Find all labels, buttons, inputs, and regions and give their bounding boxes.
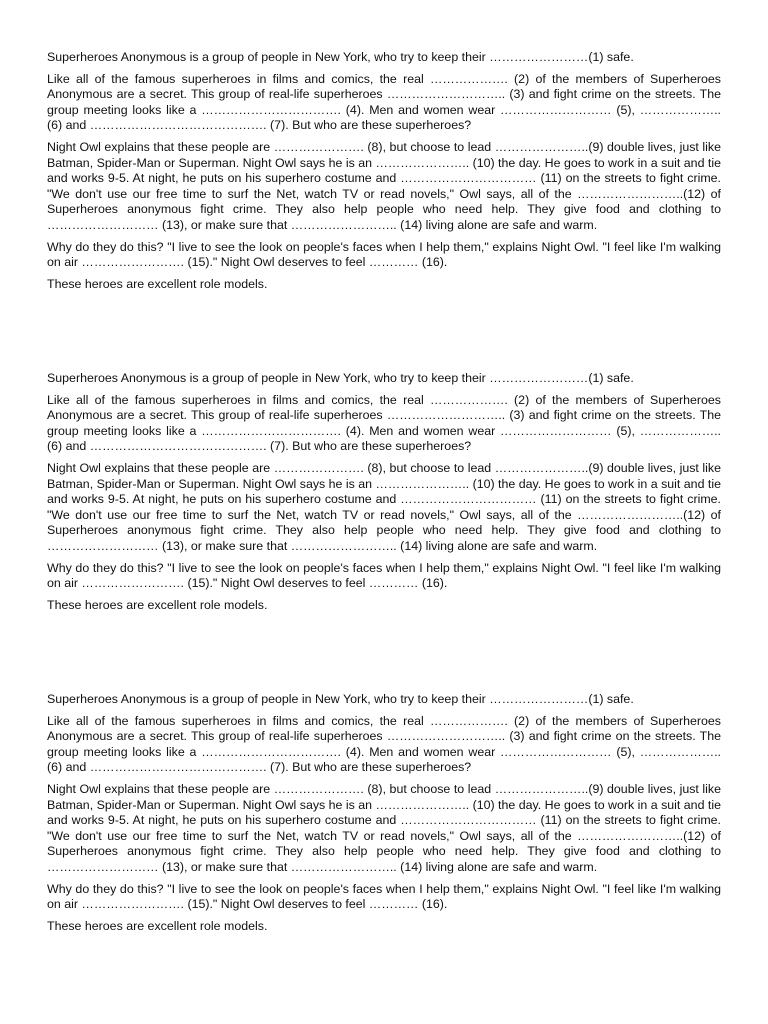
paragraph-intro: Superheroes Anonymous is a group of people in New York, who try to keep their ……………………(1) safe. xyxy=(47,692,634,706)
paragraph-night-owl: Night Owl explains that these people are …………………. (8), but choose to lead …………………..(9) double lives, just like Batman, Spider-Man or Superman. Night Owl says he is an ………………….. (10) the day. He goes to work in a suit and tie and works 9-5. At night, he puts on his superhero costume and …………………………… (11) on the streets to fight crime. "We don't use our free time to surf the Net, watch TV or read novels," Owl says, all of the ……………………..(12) of Superheroes anonymous fight crime. They also help people who need help. They give food and clothing to ……………………… (13), or make sure that …………………….. (14) living alone are safe and warm. xyxy=(47,781,721,874)
worksheet-copy-1 xyxy=(47,50,721,292)
paragraph-why: Why do they do this? "I live to see the look on people's faces when I help them," explains Night Owl. "I feel like I'm walking on air ……………………. (15)." Night Owl deserves to feel ………… (16). xyxy=(47,560,721,591)
paragraph-night-owl: Night Owl explains that these people are …………………. (8), but choose to lead …………………..(9) double lives, just like Batman, Spider-Man or Superman. Night Owl says he is an ………………….. (10) the day. He goes to work in a suit and tie and works 9-5. At night, he puts on his superhero costume and …………………………… (11) on the streets to fight crime. "We don't use our free time to surf the Net, watch TV or read novels," Owl says, all of the ……………………..(12) of Superheroes anonymous fight crime. They also help people who need help. They give food and clothing to ……………………… (13), or make sure that …………………….. (14) living alone are safe and warm. xyxy=(47,139,721,232)
paragraph-why: Why do they do this? "I live to see the look on people's faces when I help them," explains Night Owl. "I feel like I'm walking on air ……………………. (15)." Night Owl deserves to feel ………… (16). xyxy=(47,881,721,912)
paragraph-intro: Superheroes Anonymous is a group of people in New York, who try to keep their ……………………(1) safe. xyxy=(47,371,634,385)
paragraph-night-owl: Night Owl explains that these people are …………………. (8), but choose to lead …………………..(9) double lives, just like Batman, Spider-Man or Superman. Night Owl says he is an ………………….. (10) the day. He goes to work in a suit and tie and works 9-5. At night, he puts on his superhero costume and …………………………… (11) on the streets to fight crime. "We don't use our free time to surf the Net, watch TV or read novels," Owl says, all of the ……………………..(12) of Superheroes anonymous fight crime. They also help people who need help. They give food and clothing to ……………………… (13), or make sure that …………………….. (14) living alone are safe and warm. xyxy=(47,460,721,553)
paragraph-conclusion: These heroes are excellent role models. xyxy=(47,276,268,291)
worksheet-copy-3 xyxy=(47,692,721,934)
paragraph-conclusion: These heroes are excellent role models. xyxy=(47,597,268,612)
paragraph-secret-identities: Like all of the famous superheroes in films and comics, the real ………………. (2) of the members of Superheroes Anonymous are a secret. This group of real-life superheroes ……………………….. (3) and fight crime on the streets. The group meeting looks like a ……………………………. (4). Men and women wear ……………………… (5), ……………….. (6) and ……………………………………. (7). But who are these superheroes? xyxy=(47,71,721,133)
paragraph-secret-identities: Like all of the famous superheroes in films and comics, the real ………………. (2) of the members of Superheroes Anonymous are a secret. This group of real-life superheroes ……………………….. (3) and fight crime on the streets. The group meeting looks like a ……………………………. (4). Men and women wear ……………………… (5), ……………….. (6) and ……………………………………. (7). But who are these superheroes? xyxy=(47,392,721,454)
paragraph-conclusion: These heroes are excellent role models. xyxy=(47,918,268,933)
paragraph-secret-identities: Like all of the famous superheroes in films and comics, the real ………………. (2) of the members of Superheroes Anonymous are a secret. This group of real-life superheroes ……………………….. (3) and fight crime on the streets. The group meeting looks like a ……………………………. (4). Men and women wear ……………………… (5), ……………….. (6) and ……………………………………. (7). But who are these superheroes? xyxy=(47,713,721,775)
worksheet-copy-2 xyxy=(47,371,721,613)
paragraph-intro: Superheroes Anonymous is a group of people in New York, who try to keep their ……………………(1) safe. xyxy=(47,50,634,64)
paragraph-why: Why do they do this? "I live to see the look on people's faces when I help them," explains Night Owl. "I feel like I'm walking on air ……………………. (15)." Night Owl deserves to feel ………… (16). xyxy=(47,239,721,270)
